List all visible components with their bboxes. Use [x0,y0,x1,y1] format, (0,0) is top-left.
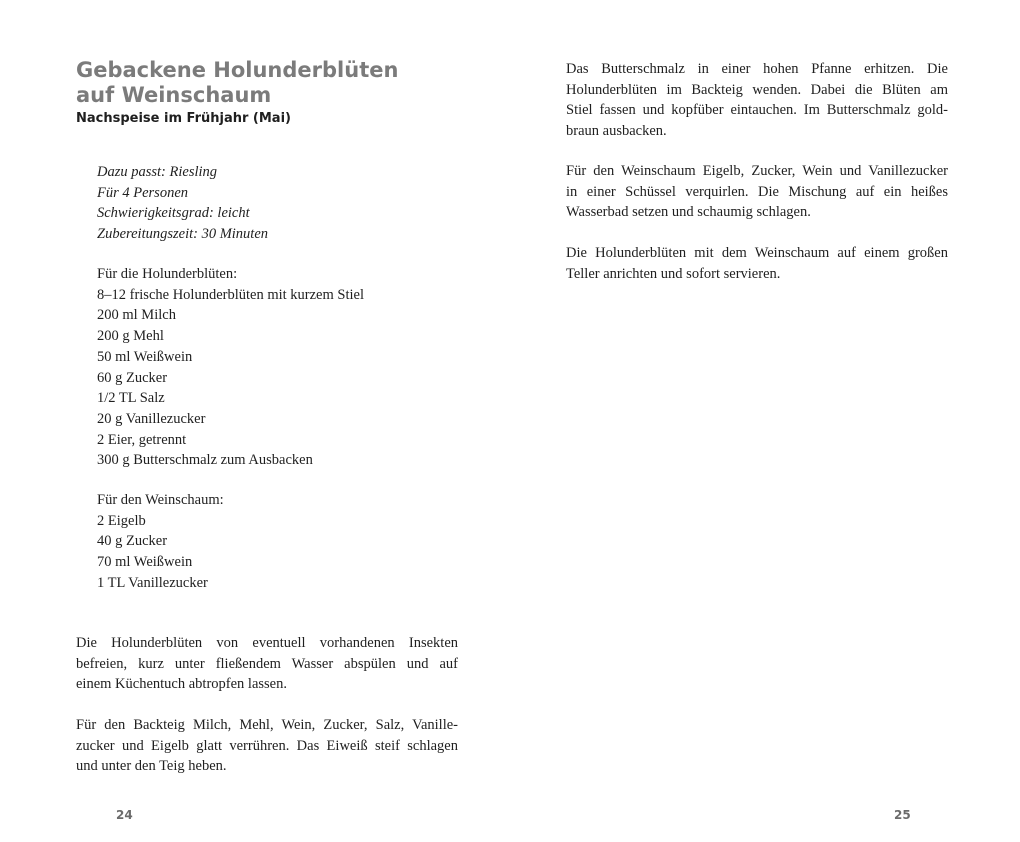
paragraph-line: Stiel fassen und kopfüber eintauchen. Im Butterschmalz gold- [566,102,948,119]
ingredient-item: 200 ml Milch [97,307,176,324]
ingredient-list [97,285,364,471]
ingredient-item: 8–12 frische Holunderblüten mit kurzem Stiel [97,286,364,303]
ingredients-heading: Für den Weinschaum: [97,492,224,508]
paragraph-line: Die Holunderblüten von eventuell vorhandenen Insekten [76,635,458,651]
ingredient-item: 50 ml Weißwein [97,348,193,365]
ingredient-list [97,511,224,594]
paragraph-line: zucker und Eigelb glatt verrühren. Das Eiweiß steif schlagen [76,737,458,754]
ingredient-item: 60 g Zucker [97,369,168,386]
ingredients-weinschaum [97,490,224,594]
paragraph-line: Für den Backteig Milch, Mehl, Wein, Zucker, Salz, Vanille- [76,717,458,733]
paragraph-line: Teller anrichten und sofort servieren. [566,265,781,282]
meta-difficulty: Schwierigkeitsgrad: leicht [97,205,250,222]
ingredient-item: 40 g Zucker [97,533,168,550]
ingredient-item: 200 g Mehl [97,328,164,345]
paragraph-line: Für den Weinschaum Eigelb, Zucker, Wein und Vanillezucker [566,163,948,179]
ingredient-item: 2 Eier, getrennt [97,431,187,448]
meta-prep-time: Zubereitungszeit: 30 Minuten [97,226,269,243]
instruction-paragraph [76,633,458,695]
page-number: 24 [116,808,133,822]
paragraph-line: Holunderblüten im Backteig wenden. Dabei die Blüten am [566,81,948,98]
ingredients-heading: Für die Holunderblüten: [97,266,238,282]
ingredient-item: 70 ml Weißwein [97,554,193,571]
instruction-paragraph [566,59,948,142]
instruction-paragraph [566,161,948,223]
instruction-paragraph [566,243,948,284]
ingredient-item: 1 TL Vanillezucker [97,574,208,591]
recipe-title [76,58,476,108]
paragraph-line: Die Holunderblüten mit dem Weinschaum auf einem großen [566,245,948,261]
ingredient-item: 2 Eigelb [97,512,146,529]
right-page [510,0,1020,842]
page-number: 25 [894,808,911,822]
ingredient-item: 300 g Butterschmalz zum Ausbacken [97,452,313,469]
paragraph-line: und unter den Teig heben. [76,758,227,775]
meta-servings: Für 4 Personen [97,184,189,201]
paragraph-line: in einer Schüssel verquirlen. Die Mischung auf ein heißes [566,183,948,200]
recipe-meta [97,162,268,245]
recipe-subtitle: Nachspeise im Frühjahr (Mai) [76,111,291,126]
meta-wine-pairing: Dazu passt: Riesling [97,164,218,180]
ingredient-item: 20 g Vanillezucker [97,410,206,427]
paragraph-line: Das Butterschmalz in einer hohen Pfanne erhitzen. Die [566,61,948,77]
ingredients-holunderblueten [97,264,364,471]
paragraph-line: befreien, kurz unter fließendem Wasser abspülen und auf [76,655,458,672]
instruction-paragraph [76,715,458,777]
recipe-title-line-1: Gebackene Holunderblüten [76,58,399,82]
paragraph-line: einem Küchentuch abtropfen lassen. [76,676,287,693]
paragraph-line: Wasserbad setzen und schaumig schlagen. [566,204,811,221]
paragraph-line: braun ausbacken. [566,123,667,140]
ingredient-item: 1/2 TL Salz [97,390,165,407]
recipe-title-line-2: auf Weinschaum [76,83,272,107]
